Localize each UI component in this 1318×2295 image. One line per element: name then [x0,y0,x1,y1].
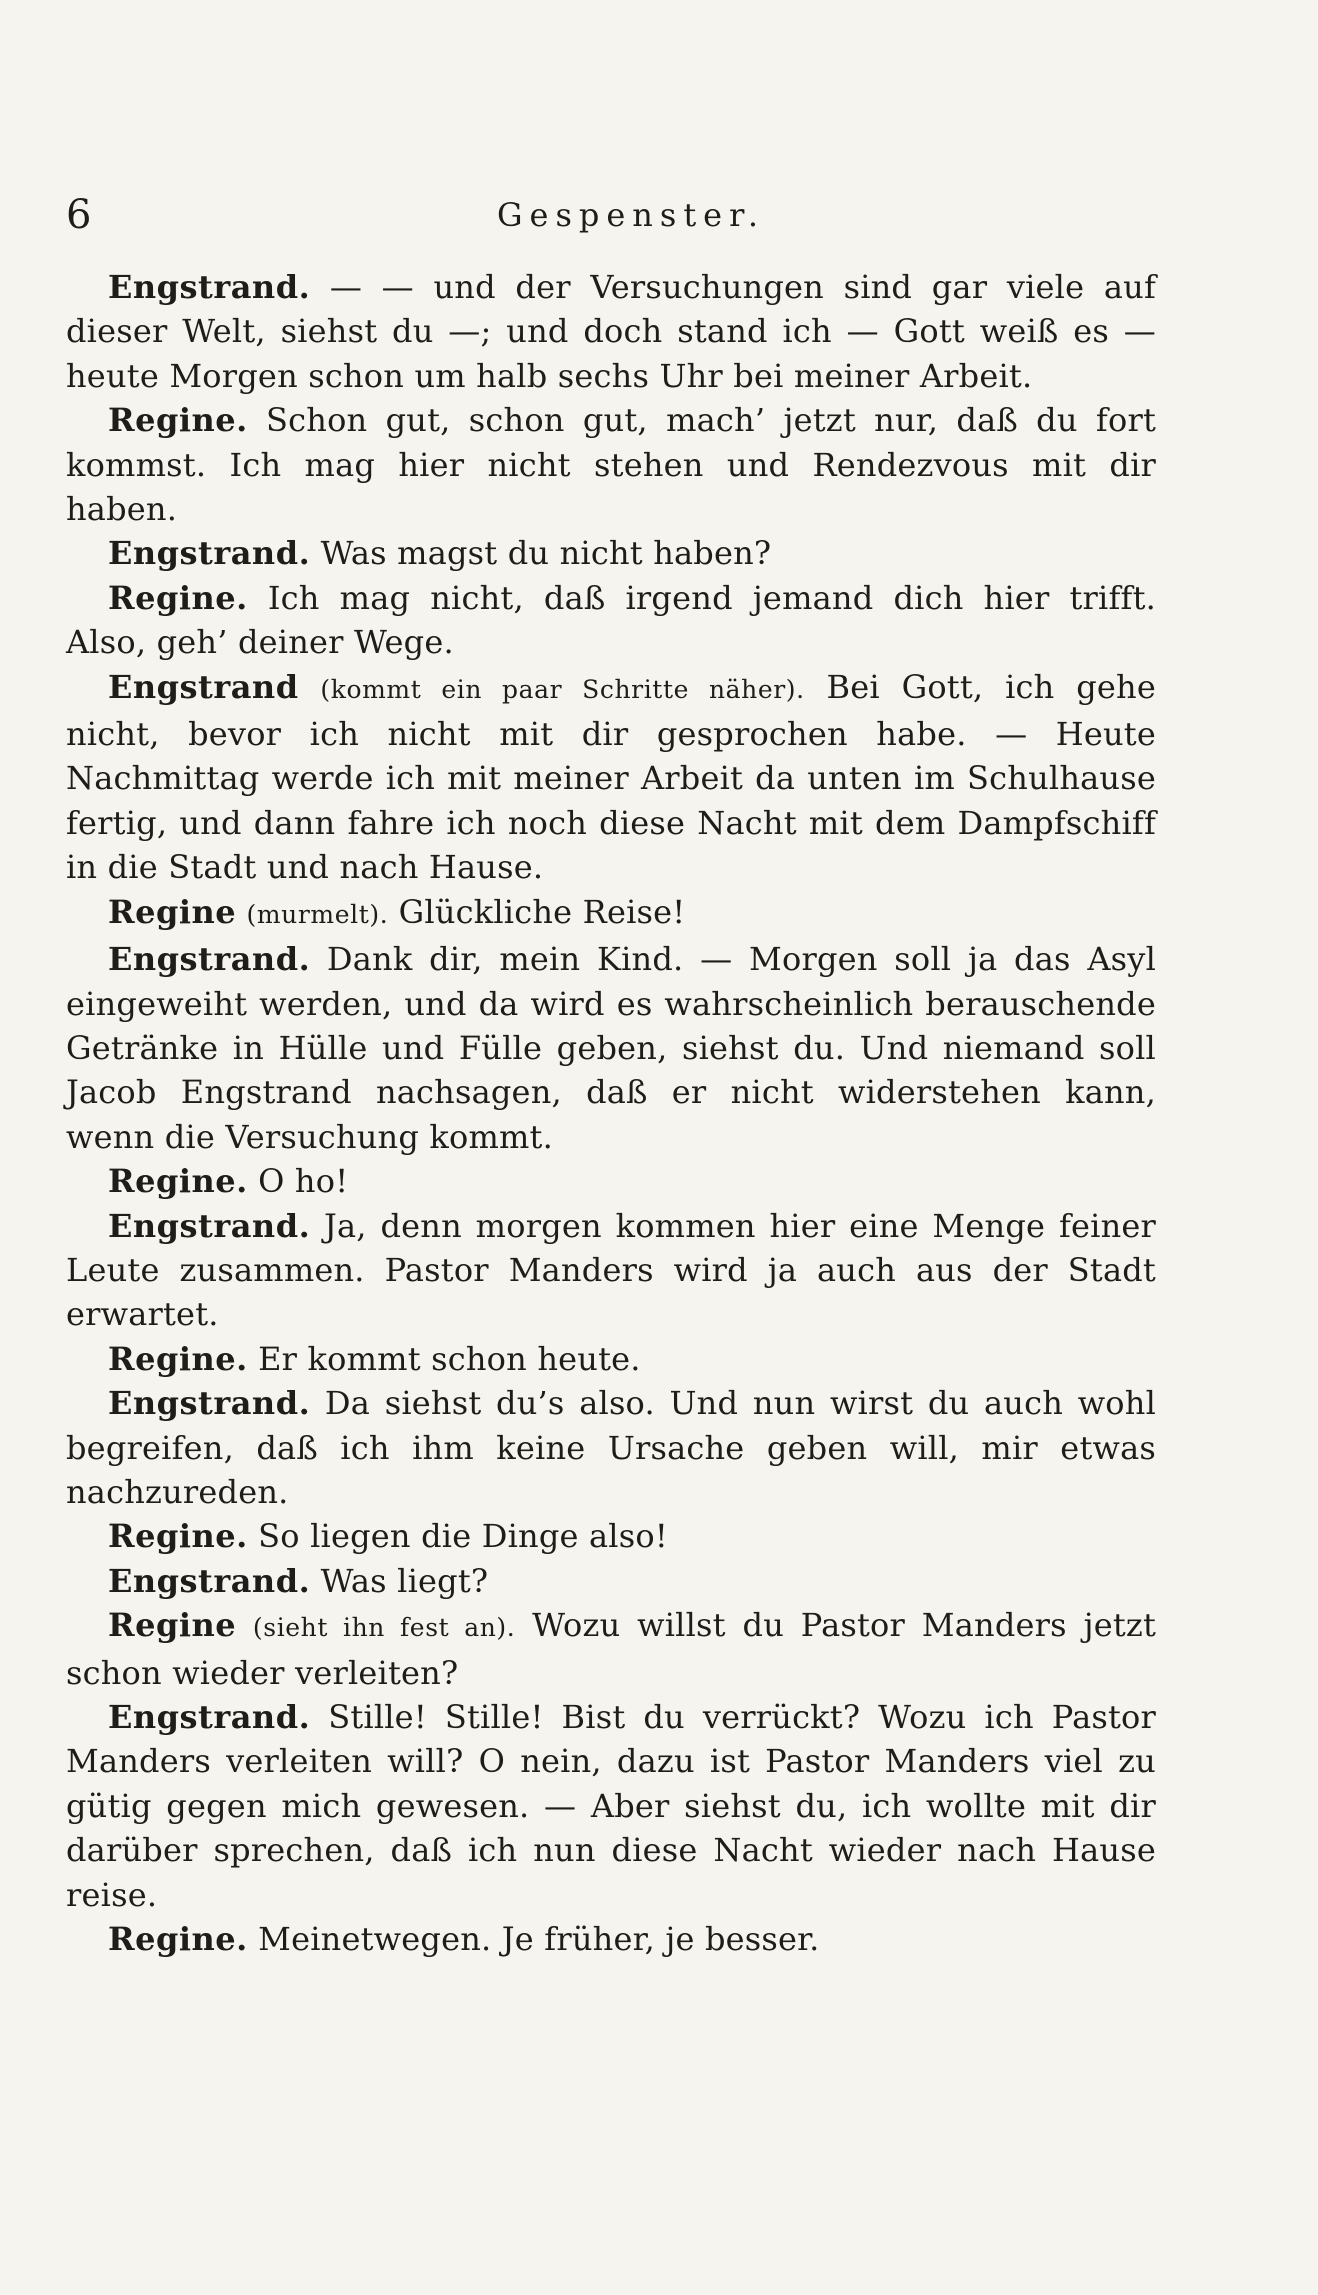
speech-text: Da siehst du’s also. Und nun wirst du auch wohl begreifen, daß ich ihm keine Ursache geben will, mir etwas nachzureden. [66,1384,1157,1511]
dialogue-paragraph [66,1337,1156,1381]
speech-text: Stille! Stille! Bist du verrückt? Wozu ich Pastor Manders verleiten will? O nein, dazu ist Pastor Manders viel zu gütig gegen mich gewesen. — Aber siehst du, ich wollte mit dir darüber sprechen, daß ich nun diese Nacht wieder nach Hause reise. [66,1698,1156,1914]
speaker-name: Engstrand. [108,1698,311,1736]
speech-text: Ja, denn morgen kommen hier eine Menge feiner Leute zusammen. Pastor Manders wird ja auch aus der Stadt erwartet. [66,1206,1157,1334]
dialogue-paragraph [66,265,1156,398]
speech-text: Wozu willst du Pastor Manders jetzt schon wieder verleiten? [66,1606,1157,1692]
stage-direction: (murmelt). [246,899,389,929]
dialogue-paragraph [66,1514,1156,1558]
speech-text: Glückliche Reise! [398,892,686,931]
speech-text: — — und der Versuchungen sind gar viele auf dieser Welt, siehst du —; und doch stand ich — Gott weiß es — heute Morgen schon um halb sechs Uhr bei meiner Arbeit. [66,268,1156,395]
speaker-name: Engstrand. [108,1206,311,1245]
speaker-name: Regine. [108,1162,248,1201]
dialogue-paragraph [66,531,1156,575]
speech-text: So liegen die Dinge also! [258,1517,668,1556]
dialogue-paragraph [66,1603,1156,1695]
dialogue-paragraph [66,1381,1156,1514]
dialogue-paragraph [66,576,1156,665]
page-number: 6 [66,192,92,238]
speaker-name: Engstrand. [108,268,311,306]
speaker-name: Engstrand [108,667,299,706]
speech-text: Was liegt? [320,1561,489,1600]
speaker-name: Regine [108,892,237,931]
dialogue-paragraph [66,890,1156,937]
dialogue-paragraph [66,665,1156,890]
dialogue-paragraph [66,1559,1156,1603]
running-title: Gespenster. [496,196,766,234]
speaker-name: Regine. [108,1920,248,1959]
speech-text: Schon gut, schon gut, mach’ jetzt nur, daß du fort kommst. Ich mag hier nicht stehen und Rendezvous mit dir haben. [66,401,1157,529]
speech-text: Ich mag nicht, daß irgend jemand dich hier trifft. Also, geh’ deiner Wege. [66,578,1157,662]
speaker-name: Regine. [108,1517,248,1556]
dialogue-paragraph [66,1917,1156,1961]
dialogue-paragraph [66,398,1156,531]
speaker-name: Regine. [108,578,248,617]
speaker-name: Engstrand. [108,1561,311,1600]
speaker-name: Engstrand. [108,940,311,979]
speech-text: Er kommt schon heute. [258,1339,641,1378]
speaker-name: Regine. [108,401,248,440]
speech-text: Dank dir, mein Kind. — Morgen soll ja das Asyl eingeweiht werden, und da wird es wahrscheinlich berauschende Getränke in Hülle und Fülle geben, siehst du. Und niemand soll Jacob Engstrand nachsagen, daß er nicht widerstehen kann, wenn die Versuchung kommt. [66,940,1157,1156]
speech-text: O ho! [258,1162,349,1201]
dialogue-paragraph [66,937,1156,1159]
speaker-name: Regine. [108,1339,248,1378]
dialogue-text [66,265,1156,1961]
speech-text: Was magst du nicht haben? [320,534,772,573]
speech-text: Bei Gott, ich gehe nicht, bevor ich nicht mit dir gesprochen habe. — Heute Nachmittag werde ich mit meiner Arbeit da unten im Schulhause fertig, und dann fahre ich noch diese Nacht mit dem Dampfschiff in die Stadt und nach Hause. [66,667,1157,887]
stage-direction: (kommt ein paar Schritte näher). [320,674,805,704]
speech-text: Meinetwegen. Je früher, je besser. [258,1920,820,1959]
dialogue-paragraph [66,1695,1156,1917]
dialogue-paragraph [66,1204,1156,1337]
stage-direction: (sieht ihn fest an). [252,1613,516,1643]
speaker-name: Regine [108,1606,237,1645]
speaker-name: Engstrand. [108,534,311,573]
speaker-name: Engstrand. [108,1384,311,1423]
dialogue-paragraph [66,1159,1156,1203]
page-header [66,190,1156,250]
